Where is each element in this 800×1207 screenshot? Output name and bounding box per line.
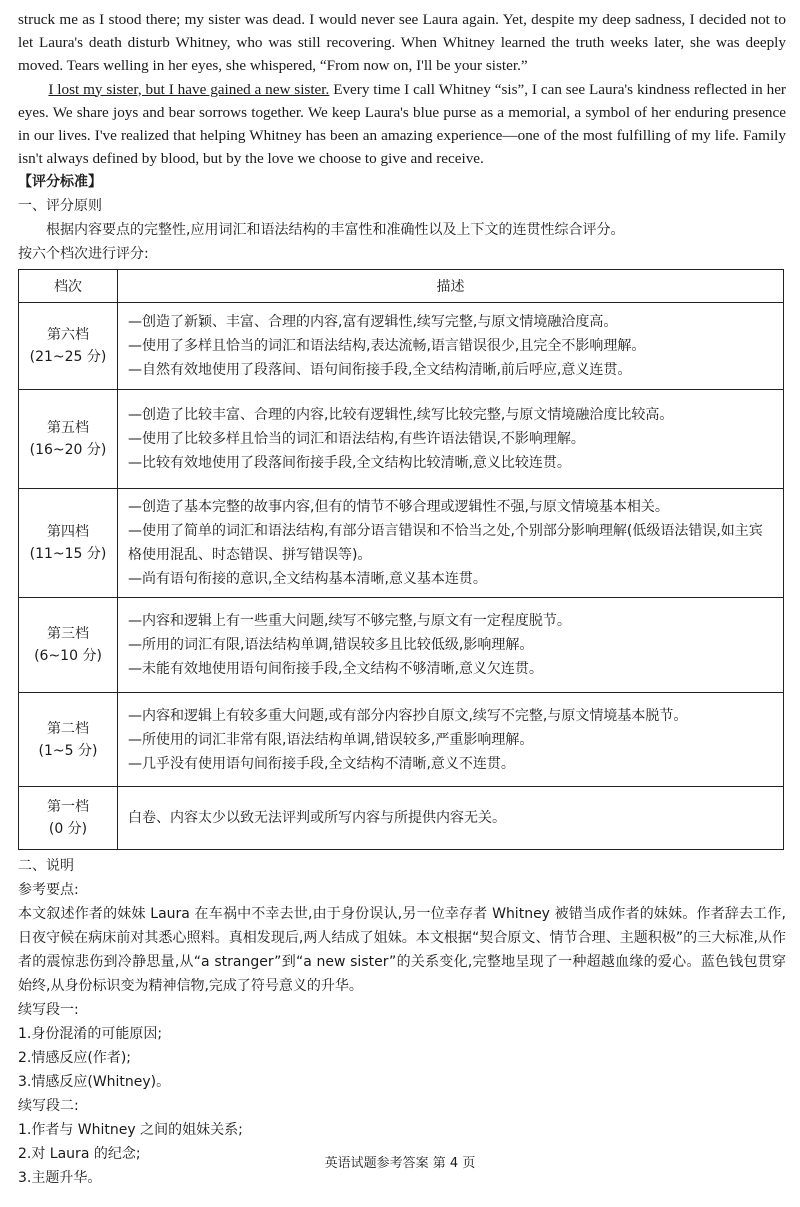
description-line: —比较有效地使用了段落间衔接手段,全文结构比较清晰,意义比较连贯。 [128,455,571,472]
description-line: —使用了多样且恰当的词汇和语法结构,表达流畅,语言错误很少,且完全不影响理解。 [128,338,646,355]
tier-cell [19,303,118,390]
tier-cell [19,787,118,850]
list-item: 1.身份混淆的可能原因; [18,1026,163,1043]
list-item: 2.情感反应(作者); [18,1050,131,1067]
tier-description [118,598,784,693]
description-line: —内容和逻辑上有较多重大问题,或有部分内容抄自原文,续写不完整,与原文情境基本脱节。 [128,707,688,724]
header-level: 档次 [19,270,118,303]
tier-description [118,303,784,390]
description-line: —创造了新颖、丰富、合理的内容,富有逻辑性,续写完整,与原文情境融洽度高。 [128,314,618,331]
table-row [19,787,784,850]
tier-description [118,489,784,598]
reference-text: 本文叙述作者的妹妹 Laura 在车祸中不幸去世,由于身份误认,另一位幸存者 Whitney 被错当成作者的妹妹。作者辞去工作,日夜守候在病床前对其悉心照料。真相发现后,两人结成了姐妹。本文根据“契合原文、情节合理、主题积极”的三大标准,从作者的震惊悲伤到冷静思量,从“a stranger”到“a new sister”的关系变化,完整地呈现了一种超越血缘的爱心。蓝色钱包贯穿始终,从身份标识变为精神信物,完成了符号意义的升华。 [18,906,786,995]
table-row [19,598,784,693]
section-1-title: 一、评分原则 [18,198,102,215]
tier-name: 第二档 [47,720,89,737]
tier-cell [19,489,118,598]
description-line: —使用了比较多样且恰当的词汇和语法结构,有些许语法错误,不影响理解。 [128,431,585,448]
essay-paragraph-2-rest: Every time I call Whitney “sis”, I can see Laura's kindness reflected in her eyes. We share joys and bear sorrows together. We keep Laura's blue purse as a memorial, a symbol of her enduring presence in our lives. I've realized that helping Whitney has been an amazing experience—one of the most fulfilling of my life. Family isn't always defined by blood, but by the love we choose to give and receive. [18,80,786,168]
tier-cell [19,598,118,693]
tier-range: (1~5 分) [38,742,98,759]
list-item: 3.主题升华。 [18,1170,102,1187]
paragraph-2-title: 续写段二: [18,1098,79,1115]
answer-page [18,8,786,1190]
table-row [19,489,784,598]
tier-name: 第一档 [47,799,89,816]
scoring-principle: 根据内容要点的完整性,应用词汇和语法结构的丰富性和准确性以及上下文的连贯性综合评分。 [46,222,625,239]
paragraph-1-title: 续写段一: [18,1002,79,1019]
essay-paragraph-2 [18,78,786,171]
table-row [19,693,784,787]
description-line: —使用了简单的词汇和语法结构,有部分语言错误和不恰当之处,个别部分影响理解(低级语法错误,如主宾格使用混乱、时态错误、拼写错误等)。 [128,523,763,564]
description-line: —所使用的词汇非常有限,语法结构单调,错误较多,严重影响理解。 [128,731,534,748]
tier-range: (11~15 分) [29,546,107,563]
tier-description [118,787,784,850]
description-line: —所用的词汇有限,语法结构单调,错误较多且比较低级,影响理解。 [128,637,534,654]
description-line: —创造了比较丰富、合理的内容,比较有逻辑性,续写比较完整,与原文情境融洽度比较高。 [128,407,674,424]
scoring-table [18,269,784,850]
list-item: 2.对 Laura 的纪念; [18,1146,141,1163]
page-footer: 英语试题参考答案 第 4 页 [324,1156,476,1171]
tier-name: 第三档 [47,626,89,643]
list-item: 3.情感反应(Whitney)。 [18,1074,171,1091]
tier-range: (16~20 分) [29,442,107,459]
description-line: —未能有效地使用语句间衔接手段,全文结构不够清晰,意义欠连贯。 [128,661,543,678]
description-line: —内容和逻辑上有一些重大问题,续写不够完整,与原文有一定程度脱节。 [128,613,571,630]
list-item: 1.作者与 Whitney 之间的姐妹关系; [18,1122,243,1139]
description-line: —尚有语句衔接的意识,全文结构基本清晰,意义基本连贯。 [128,571,487,588]
description-line: —几乎没有使用语句间衔接手段,全文结构不清晰,意义不连贯。 [128,755,515,772]
tier-description [118,390,784,489]
essay-paragraph-1: struck me as I stood there; my sister was dead. I would never see Laura again. Yet, despite my deep sadness, I decided not to let Laura's death disturb Whitney, who was still recovering. When Whitney learned the truth weeks later, she was deeply moved. Tears welling in her eyes, she whispered, “From now on, I'll be your sister.” [18,11,786,75]
tier-name: 第五档 [47,420,89,437]
rubric-heading: 【评分标准】 [18,174,102,191]
tier-range: (21~25 分) [29,349,107,366]
tier-cell [19,693,118,787]
table-header-row [19,270,784,303]
tier-range: (0 分) [48,821,88,838]
tier-name: 第六档 [47,327,89,344]
header-description: 描述 [118,270,784,303]
table-row [19,390,784,489]
tier-range: (6~10 分) [34,648,102,665]
reference-title: 参考要点: [18,882,79,899]
essay-underlined-opening: I lost my sister, but I have gained a new sister. [48,80,330,98]
tier-description [118,693,784,787]
section-2-title: 二、说明 [18,858,74,875]
table-row [19,303,784,390]
description-line: —创造了基本完整的故事内容,但有的情节不够合理或逻辑性不强,与原文情境基本相关。 [128,499,669,516]
tiers-intro: 按六个档次进行评分: [18,246,149,263]
description-line: —自然有效地使用了段落间、语句间衔接手段,全文结构清晰,前后呼应,意义连贯。 [128,362,632,379]
tier-name: 第四档 [47,524,89,541]
tier-cell [19,390,118,489]
description-line: 白卷、内容太少以致无法评判或所写内容与所提供内容无关。 [128,810,506,827]
